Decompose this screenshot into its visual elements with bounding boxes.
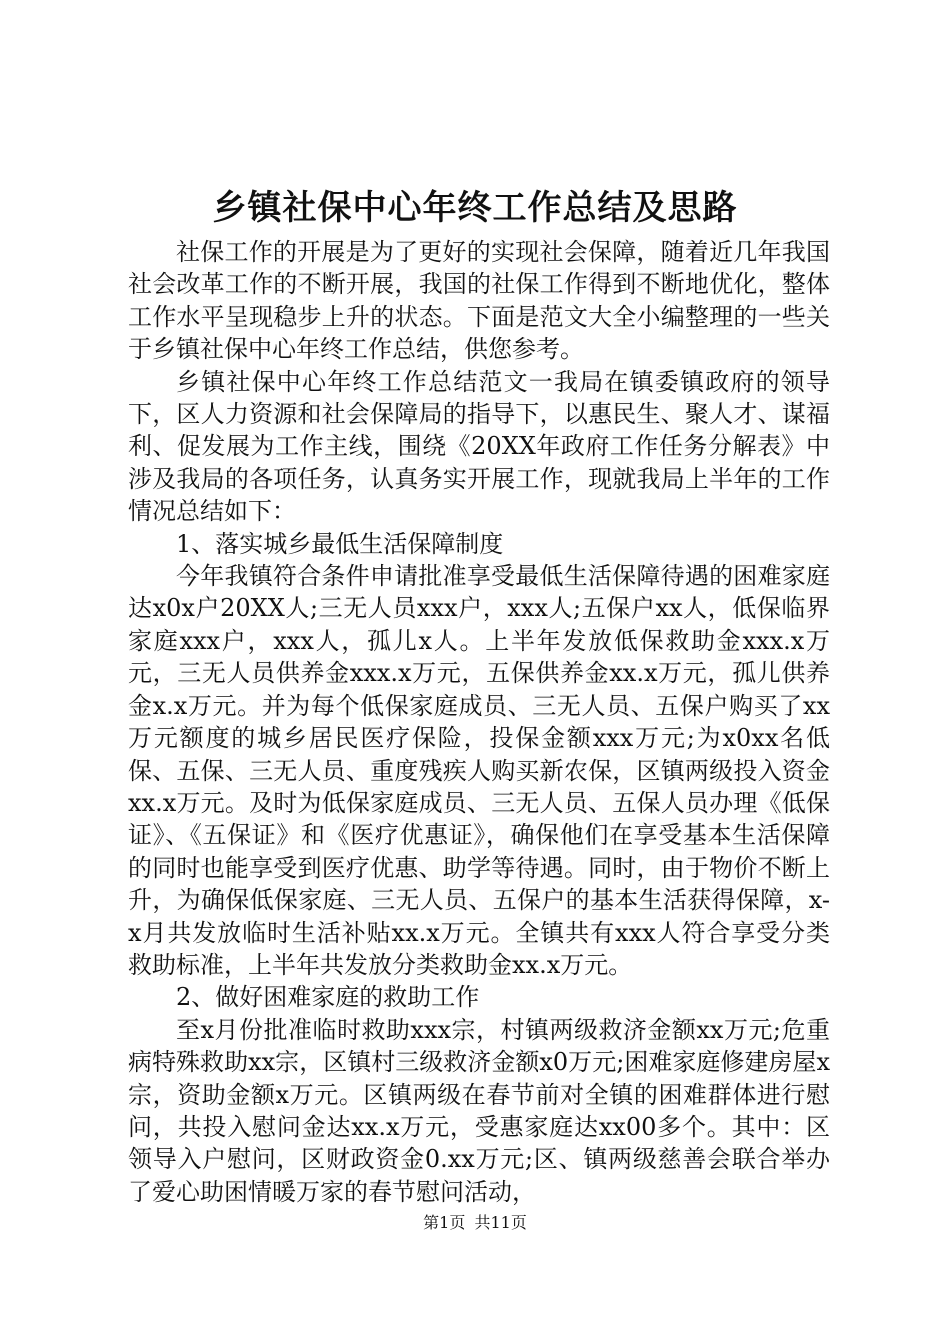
section-heading-2: 2、做好困难家庭的救助工作: [176, 983, 480, 1012]
page-total: 共11页: [474, 1213, 527, 1232]
page-number: 第1页: [423, 1213, 466, 1232]
paragraph-section-2: 至x月份批准临时救助xxx宗，村镇两级救济金额xx万元;危重病特殊救助xx宗，区镇村三级救济金额x0万元;困难家庭修建房屋x宗，资助金额x万元。区镇两级在春节前对全镇的困难群体进行慰问，共投入慰问金达xx.x万元，受惠家庭达xx00多个。其中：区领导入户慰问，区财政资金0.xx万元;区、镇两级慈善会联合举办了爱心助困情暖万家的春节慰问活动，: [128, 1015, 830, 1206]
document-body: [128, 236, 830, 1208]
paragraph-intro: 社保工作的开展是为了更好的实现社会保障，随着近几年我国社会改革工作的不断开展，我国的社保工作得到不断地优化，整体工作水平呈现稳步上升的状态。下面是范文大全小编整理的一些关于乡镇社保中心年终工作总结，供您参考。: [128, 238, 830, 364]
section-heading-1: 1、落实城乡最低生活保障制度: [176, 529, 504, 558]
document-title: 乡镇社保中心年终工作总结及思路: [212, 188, 738, 228]
paragraph-summary-opening: 乡镇社保中心年终工作总结范文一我局在镇委镇政府的领导下，区人力资源和社会保障局的指导下，以惠民生、聚人才、谋福利、促发展为工作主线，围绕《20XX年政府工作任务分解表》中涉及我局的各项任务，认真务实开展工作，现就我局上半年的工作情况总结如下：: [128, 367, 830, 526]
paragraph-section-1: 今年我镇符合条件申请批准享受最低生活保障待遇的困难家庭达x0x户20XX人;三无人员xxx户，xxx人;五保户xx人，低保临界家庭xxx户，xxx人，孤儿x人。上半年发放低保救助金xxx.x万元，三无人员供养金xxx.x万元，五保供养金xx.x万元，孤儿供养金x.x万元。并为每个低保家庭成员、三无人员、五保户购买了xx万元额度的城乡居民医疗保险，投保金额xxx万元;为x0xx名低保、五保、三无人员、重度残疾人购买新农保，区镇两级投入资金xx.x万元。及时为低保家庭成员、三无人员、五保人员办理《低保证》、《五保证》和《医疗优惠证》，确保他们在享受基本生活保障的同时也能享受到医疗优惠、助学等待遇。同时，由于物价不断上升，为确保低保家庭、三无人员、五保户的基本生活获得保障，x-x月共发放临时生活补贴xx.x万元。全镇共有xxx人符合享受分类救助标准，上半年共发放分类救助金xx.x万元。: [128, 562, 830, 979]
page-footer: [0, 1213, 950, 1233]
